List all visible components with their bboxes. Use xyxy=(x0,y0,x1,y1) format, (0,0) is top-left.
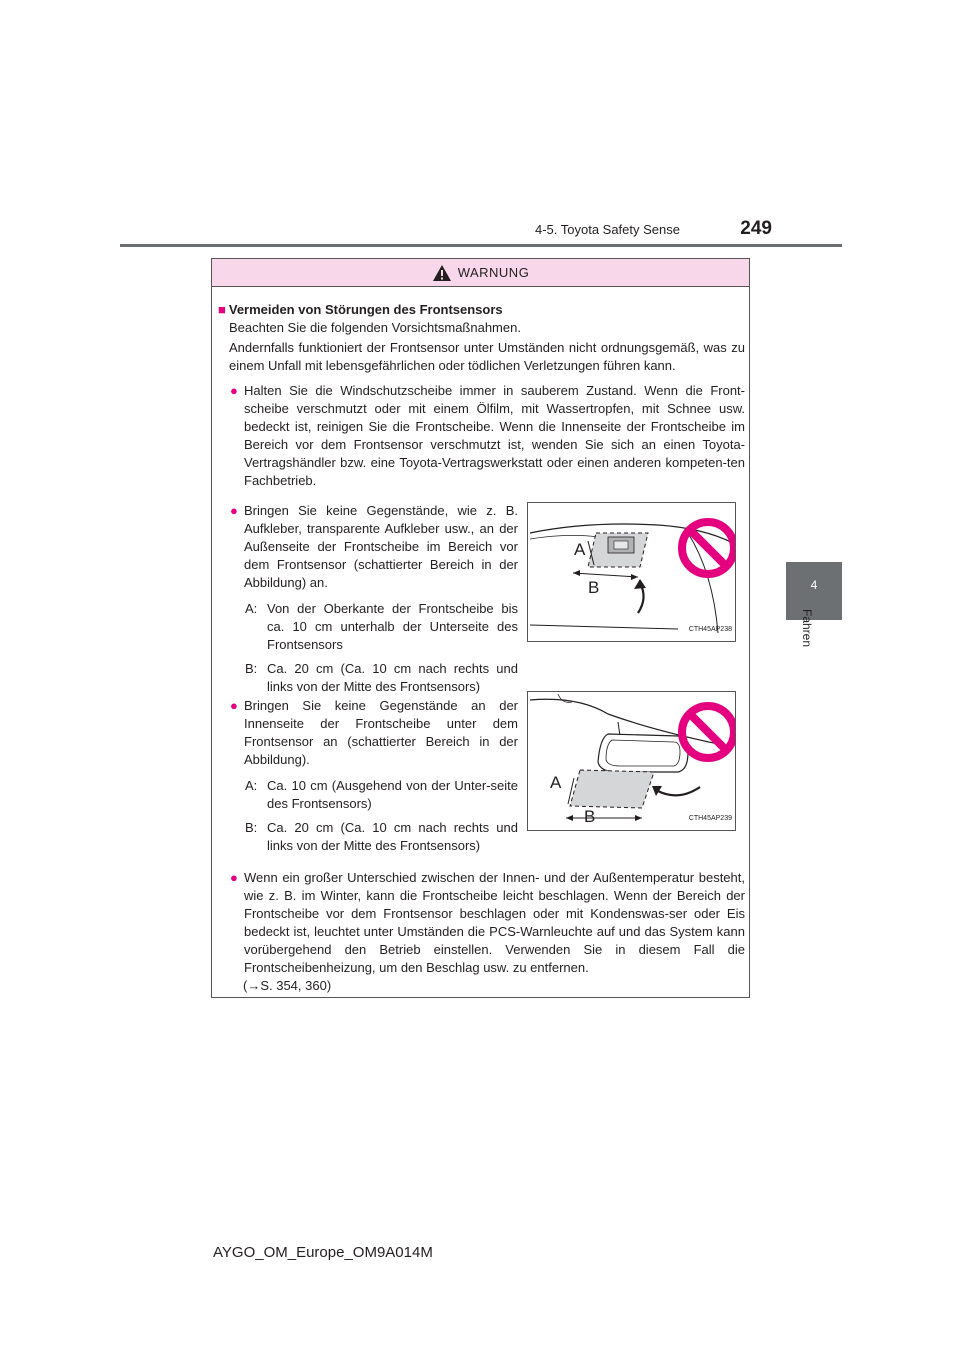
bullet-text-4: Wenn ein großer Unterschied zwischen der Innen- und der Außentemperatur besteht, wie z. B. im Winter, kann die Frontscheibe leicht beschlagen. Wenn der Bereich der Frontscheibe vor dem Frontsensor beschlagen oder mit Kondenswas-ser oder Eis bedeckt ist, leuchtet unter Umständen die PCS-Warnleuchte auf und das System kann vorübergehend den Betrieb einstellen. Verwenden Sie in diesem Fall die Frontscheibenheizung, um den Beschlag usw. zu entfernen. xyxy=(244,870,745,975)
bullet-left-2 xyxy=(218,502,518,696)
sub-key: B: xyxy=(245,661,258,676)
sub-text: Ca. 20 cm (Ca. 10 cm nach rechts und links von der Mitte des Frontsensors) xyxy=(267,820,518,853)
footer-code: AYGO_OM_Europe_OM9A014M xyxy=(213,1244,433,1261)
warning-triangle-icon xyxy=(432,264,452,282)
intro-text-1: Beachten Sie die folgenden Vorsichtsmaßnahmen. xyxy=(229,320,521,335)
warning-box xyxy=(211,258,750,998)
sub-item-b xyxy=(245,819,518,855)
chapter-tab xyxy=(786,562,842,620)
figure-code: CTH45AP239 xyxy=(688,815,732,822)
bullet-row-2 xyxy=(218,502,745,696)
sub-text: Von der Oberkante der Frontscheibe bis ca. 10 cm unterhalb der Unterseite des Frontsensors xyxy=(267,601,518,652)
bullet-text-1: Halten Sie die Windschutzscheibe immer in sauberem Zustand. Wenn die Front-scheibe verschmutzt oder mit einem Ölfilm, mit Wassertropfen, mit Schnee usw. bedeckt ist, reinigen Sie die Frontscheibe. Wenn die Innenseite der Frontscheibe im Bereich vor dem Frontsensor verschmutzt ist, wenden Sie sich an einen Toyota-Vertragshändler bzw. eine Toyota-Vertragswerkstatt oder einen anderen kompeten-ten Fachbetrieb. xyxy=(244,383,745,488)
bullet-left-3 xyxy=(218,697,518,855)
bullet-item-2 xyxy=(229,502,518,592)
warning-title: WARNUNG xyxy=(457,265,530,280)
bullet-dot-icon: ● xyxy=(230,698,238,713)
figure-code: CTH45AP238 xyxy=(688,626,732,633)
section-heading-text: Vermeiden von Störungen des Frontsensors xyxy=(228,302,503,317)
figure-windshield-inside xyxy=(527,691,736,831)
bullet-dot-icon: ● xyxy=(230,383,238,398)
sub-key: A: xyxy=(245,778,258,793)
sub-key: B: xyxy=(245,820,258,835)
warning-header xyxy=(212,259,749,287)
page-number: 249 xyxy=(740,218,772,239)
sub-text: Ca. 10 cm (Ausgehend von der Unter-seite des Frontsensors) xyxy=(267,778,518,811)
figure-label-a: A xyxy=(574,540,586,559)
chapter-label-text: Fahren xyxy=(800,608,814,648)
section-title: 4-5. Toyota Safety Sense xyxy=(534,222,680,237)
sub-item-a xyxy=(245,600,518,654)
header-rule xyxy=(120,244,842,247)
bullet-item-3 xyxy=(229,697,518,769)
bullet-item-4 xyxy=(218,869,745,977)
bullet-item-1 xyxy=(218,382,745,490)
bullet-text-3: Bringen Sie keine Gegenstände an der Innenseite der Frontscheibe unter dem Frontsensor an (schattierter Bereich in der Abbildung). xyxy=(244,698,518,767)
sub-key: A: xyxy=(245,601,258,616)
sub-text: Ca. 20 cm (Ca. 10 cm nach rechts und links von der Mitte des Frontsensors) xyxy=(267,661,518,694)
figure-windshield-outside xyxy=(527,502,736,642)
page-reference: (→S. 354, 360) xyxy=(243,978,332,993)
section-heading xyxy=(218,301,745,319)
sub-item-a xyxy=(245,777,518,813)
bullet-dot-icon: ● xyxy=(230,870,238,885)
chapter-number: 4 xyxy=(810,578,818,592)
square-bullet-icon: ■ xyxy=(218,302,226,317)
figure-label-b: B xyxy=(588,578,600,597)
warning-content xyxy=(218,301,745,995)
bullet-dot-icon: ● xyxy=(230,503,238,518)
bullet-text-2: Bringen Sie keine Gegenstände, wie z. B. Aufkleber, transparente Aufkleber usw., an der Außenseite der Frontscheibe im Bereich vor dem Frontsensor (schattierter Bereich in der Abbildung) an. xyxy=(244,503,518,590)
chapter-label xyxy=(786,608,842,688)
figure-label-b: B xyxy=(584,807,596,826)
sub-item-b xyxy=(245,660,518,696)
figure-label-a: A xyxy=(550,773,562,792)
intro-text-2: Andernfalls funktioniert der Frontsensor unter Umständen nicht ordnungsgemäß, was zu einem Unfall mit lebensgefährlichen oder tödlichen Verletzungen führen kann. xyxy=(229,340,745,373)
bullet-row-3 xyxy=(218,697,745,855)
